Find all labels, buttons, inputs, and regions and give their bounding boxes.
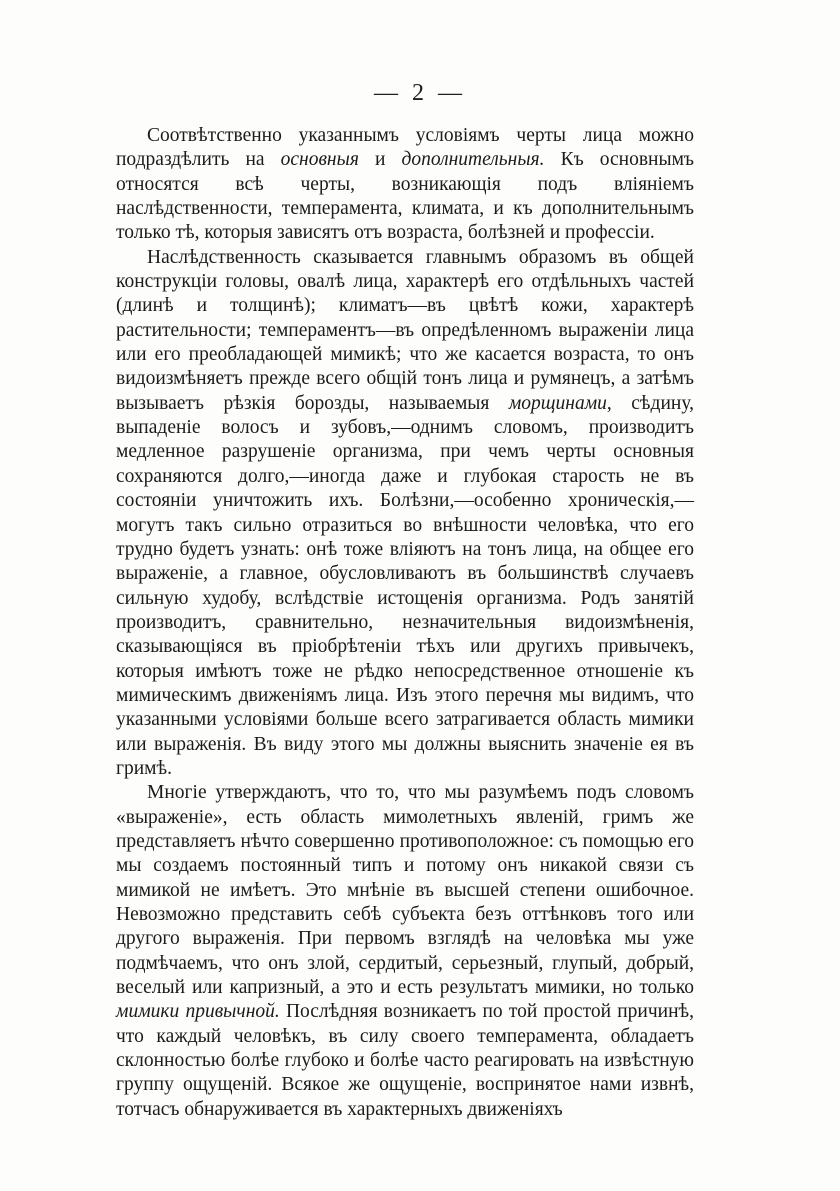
- paragraph-2: [116, 246, 694, 782]
- paragraph-1: [116, 124, 694, 246]
- text-span: и: [358, 149, 402, 171]
- paragraph-3: [116, 781, 694, 1122]
- italic-term: основныя: [280, 149, 359, 171]
- text-span: , сѣдину, выпаденіе волосъ и зубовъ,—однимъ словомъ, производитъ медленное разрушеніе организма, при чемъ черты основныя сохраняются долго,—иногда даже и глубокая старость не въ состояніи уничтожить ихъ. Болѣзни,—особенно хроническія,—могутъ такъ сильно отразиться во внѣшности человѣка, что его трудно будетъ узнать: онѣ тоже вліяютъ на тонъ лица, на общее его выраженіе, а главное, обусловливаютъ въ большинствѣ случаевъ сильную худобу, вслѣдствіе истощенія организма. Родъ занятій производитъ, сравнительно, незначительныя видоизмѣненія, сказывающіяся въ пріобрѣтеніи тѣхъ или другихъ привычекъ, которыя имѣютъ тоже не рѣдко непосредственное отношеніе къ мимическимъ движеніямъ лица. Изъ этого перечня мы видимъ, что указанными условіями больше всего затрагивается область мимики или выраженія. Въ виду этого мы должны выяснить значеніе ея въ гримѣ.: [116, 392, 694, 779]
- italic-term: мимики привычной.: [116, 1001, 280, 1023]
- italic-term: дополнительныя.: [401, 149, 545, 171]
- page-number: — 2 —: [374, 80, 466, 106]
- body-text: [116, 124, 694, 1122]
- text-span: Наслѣдственность сказывается главнымъ образомъ въ общей конструкціи головы, овалѣ лица, характерѣ его отдѣльныхъ частей (длинѣ и толщинѣ); климатъ—въ цвѣтѣ кожи, характерѣ растительности; темпераментъ—въ опредѣленномъ выраженіи лица или его преобладающей мимикѣ; что же касается возраста, то онъ видоизмѣняетъ прежде всего общій тонъ лица и румянецъ, а затѣмъ вызываетъ рѣзкія борозды, называемыя: [116, 246, 694, 414]
- text-span: Къ основнымъ относятся всѣ черты, возникающія подъ вліяніемъ наслѣдственности, темперамента, климата, и къ дополнительнымъ только тѣ, которыя зависятъ отъ возраста, болѣзней и профессіи.: [116, 149, 694, 244]
- text-span: Соотвѣтственно указаннымъ условіямъ черты лица можно подраздѣлить на: [116, 125, 694, 171]
- text-span: Многіе утверждаютъ, что то, что мы разумѣемъ подъ словомъ «выраженіе», есть область мимолетныхъ явленій, гримъ же представляетъ нѣчто совершенно противоположное: съ помощью его мы создаемъ постоянный типъ и потому онъ никакой связи съ мимикой не имѣетъ. Это мнѣніе въ высшей степени ошибочное. Невозможно представить себѣ субъекта безъ оттѣнковъ того или другого выраженія. При первомъ взглядѣ на человѣка мы уже подмѣчаемъ, что онъ злой, сердитый, серьезный, глупый, добрый, веселый или капризный, а это и есть результатъ мимики, но только: [116, 782, 694, 999]
- italic-term: морщинами: [508, 392, 607, 414]
- text-span: Послѣдняя возникаетъ по той простой причинѣ, что каждый человѣкъ, въ силу своего темперамента, обладаетъ склонностью болѣе глубоко и болѣе часто реагировать на извѣстную группу ощущеній. Всякое же ощущеніе, воспринятое нами извнѣ, тотчасъ обнаруживается въ характерныхъ движеніяхъ: [116, 1001, 694, 1120]
